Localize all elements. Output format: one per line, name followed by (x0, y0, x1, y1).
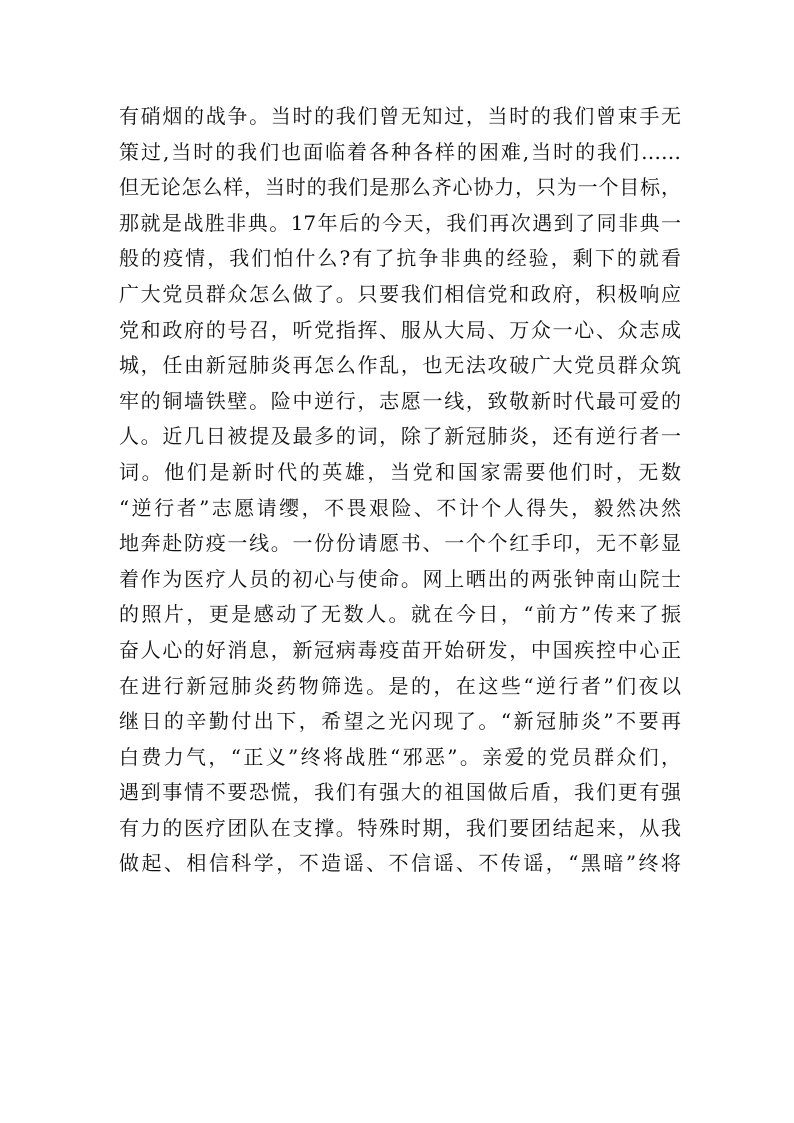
text-line: 牢的铜墙铁壁。险中逆行，志愿一线，致敬新时代最可爱的 (119, 388, 681, 413)
body-paragraph (119, 99, 681, 882)
text-line: 的照片，更是感动了无数人。就在今日，“前方”传来了振 (119, 602, 681, 627)
text-line: “逆行者”志愿请缨，不畏艰险、不计个人得失，毅然决然 (119, 495, 681, 520)
text-line: 着作为医疗人员的初心与使命。网上晒出的两张钟南山院士 (119, 566, 681, 591)
text-line: 奋人心的好消息，新冠病毒疫苗开始研发，中国疾控中心正 (119, 637, 681, 662)
text-line: 白费力气，“正义”终将战胜“邪恶”。亲爱的党员群众们， (119, 744, 681, 769)
text-line: 有硝烟的战争。当时的我们曾无知过，当时的我们曾束手无 (119, 104, 681, 128)
text-line: 做起、相信科学，不造谣、不信谣、不传谣，“黑暗”终将 (119, 851, 681, 876)
text-line: 在进行新冠肺炎药物筛选。是的，在这些“逆行者”们夜以 (119, 673, 681, 698)
text-line: 策过,当时的我们也面临着各种各样的困难,当时的我们…… (119, 139, 681, 164)
text-line: 人。近几日被提及最多的词，除了新冠肺炎，还有逆行者一 (119, 424, 681, 449)
text-line: 但无论怎么样，当时的我们是那么齐心协力，只为一个目标， (119, 175, 681, 200)
text-line: 有力的医疗团队在支撑。特殊时期，我们要团结起来，从我 (119, 815, 681, 840)
text-line: 般的疫情，我们怕什么?有了抗争非典的经验，剩下的就看 (119, 246, 681, 271)
text-line: 继日的辛勤付出下，希望之光闪现了。“新冠肺炎”不要再 (119, 709, 681, 734)
text-line: 党和政府的号召，听党指挥、服从大局、万众一心、众志成 (119, 317, 681, 342)
text-line: 那就是战胜非典。17年后的今天，我们再次遇到了同非典一 (119, 210, 681, 235)
text-line: 地奔赴防疫一线。一份份请愿书、一个个红手印，无不彰显 (119, 531, 681, 556)
text-line: 词。他们是新时代的英雄，当党和国家需要他们时，无数 (119, 459, 681, 484)
text-line: 城，任由新冠肺炎再怎么作乱，也无法攻破广大党员群众筑 (119, 353, 681, 378)
text-line: 遇到事情不要恐慌，我们有强大的祖国做后盾，我们更有强 (119, 780, 681, 805)
text-line: 广大党员群众怎么做了。只要我们相信党和政府，积极响应 (119, 281, 681, 306)
